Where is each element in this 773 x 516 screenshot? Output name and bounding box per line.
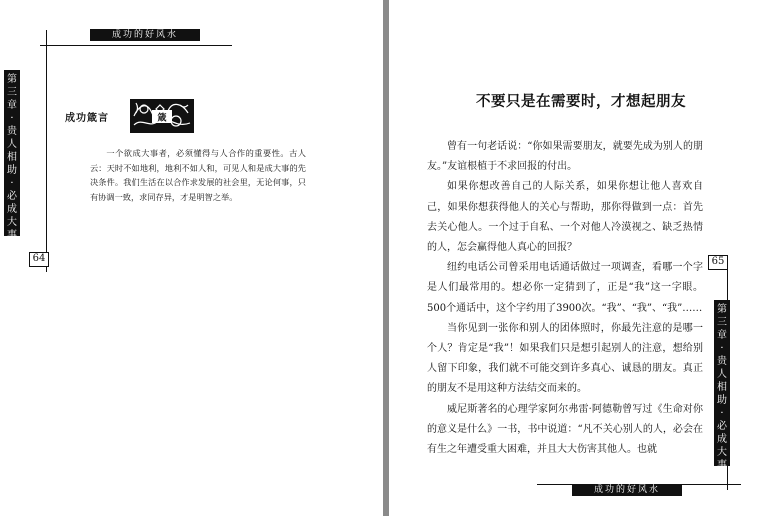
chapter-tab-char: 相: [717, 382, 727, 393]
running-footer: 成功的好风水: [572, 484, 682, 496]
motto-text: 一个欲成大事者，必须懂得与人合作的重要性。古人云：天时不如地利，地利不如人和，可见人和是成大事的先决条件。我们生活在以合作求发展的社会里，无论何事，只有协调一致，求同存异，才是明智之举。: [90, 148, 306, 202]
chapter-tab-char: 成: [7, 204, 17, 215]
paragraph: 当你见到一张你和别人的团体照时，你最先注意的是哪一个人？肯定是“我”！如果我们只是想引起别人的注意，想给别人留下印象，我们就不可能交到许多真心、诚恳的朋友。真正的朋友不是用这种方法结交而来的。: [427, 322, 703, 395]
running-header: 成功的好风水: [90, 29, 200, 41]
chapter-tab-char: 贵: [7, 126, 17, 137]
paragraph: 如果你想改善自己的人际关系，如果你想让他人喜欢自己，如果你想获得他人的关心与帮助，那你得做到一点：首先去关心他人。一个过于自私、一个对他人冷漠视之、缺乏热情的人，怎会赢得他人真心的回报？: [427, 181, 703, 254]
chapter-tab: [714, 300, 730, 471]
paragraph: 曾有一句老话说：“你如果需要朋友，就要先成为别人的朋友。”友谊根植于不求回报的付出。: [427, 141, 703, 173]
paragraph: 纽约电话公司曾采用电话通话做过一项调查，看哪一个字是人们最常用的。想必你一定猜到了，正是“我”这一字眼。500个通话中，这个字约用了3900次。“我”、“我”、“我”……: [427, 262, 703, 314]
margin-rule: [46, 30, 47, 272]
chapter-tab-char: 人: [7, 139, 17, 150]
chapter-tab-char: 必: [7, 191, 17, 202]
left-page: [0, 0, 383, 516]
article-body: [427, 137, 703, 460]
chapter-tab-char: ·: [720, 343, 724, 354]
chapter-tab-char: 大: [717, 447, 727, 458]
chapter-tab-char: 第: [717, 304, 727, 315]
ornament-icon: [130, 99, 194, 137]
chapter-tab-char: 三: [7, 87, 17, 98]
chapter-tab-char: 人: [717, 369, 727, 380]
chapter-tab-char: ·: [10, 113, 14, 124]
page-number: 64: [29, 252, 49, 267]
chapter-tab-char: 必: [717, 421, 727, 432]
chapter-tab-char: 章: [7, 100, 17, 111]
chapter-tab-char: 第: [7, 74, 17, 85]
article-title: 不要只是在需要时，才想起朋友: [476, 93, 686, 110]
page-number: 65: [708, 255, 728, 270]
paragraph: 威尼斯著名的心理学家阿尔弗雷·阿德勒曾写过《生命对你的意义是什么》一书，书中说道：“凡不关心别人的人，必会在有生之年遭受重大困难，并且大大伤害其他人。也就: [427, 403, 703, 456]
chapter-tab-char: 助: [7, 165, 17, 176]
header-rule: [40, 45, 232, 46]
chapter-tab-char: 事: [717, 460, 727, 471]
chapter-tab-char: 章: [717, 330, 727, 341]
svg-text:箴: 箴: [157, 113, 167, 124]
chapter-tab-char: 大: [7, 217, 17, 228]
chapter-tab-char: 助: [717, 395, 727, 406]
right-page: [389, 0, 773, 516]
chapter-tab: [4, 70, 20, 241]
chapter-tab-char: ·: [10, 178, 14, 189]
chapter-tab-char: 成: [717, 434, 727, 445]
chapter-tab-char: 事: [7, 230, 17, 241]
chapter-tab-char: 三: [717, 317, 727, 328]
chapter-tab-char: ·: [720, 408, 724, 419]
motto-label: 成功箴言: [65, 113, 109, 124]
chapter-tab-char: 贵: [717, 356, 727, 367]
chapter-tab-char: 相: [7, 152, 17, 163]
